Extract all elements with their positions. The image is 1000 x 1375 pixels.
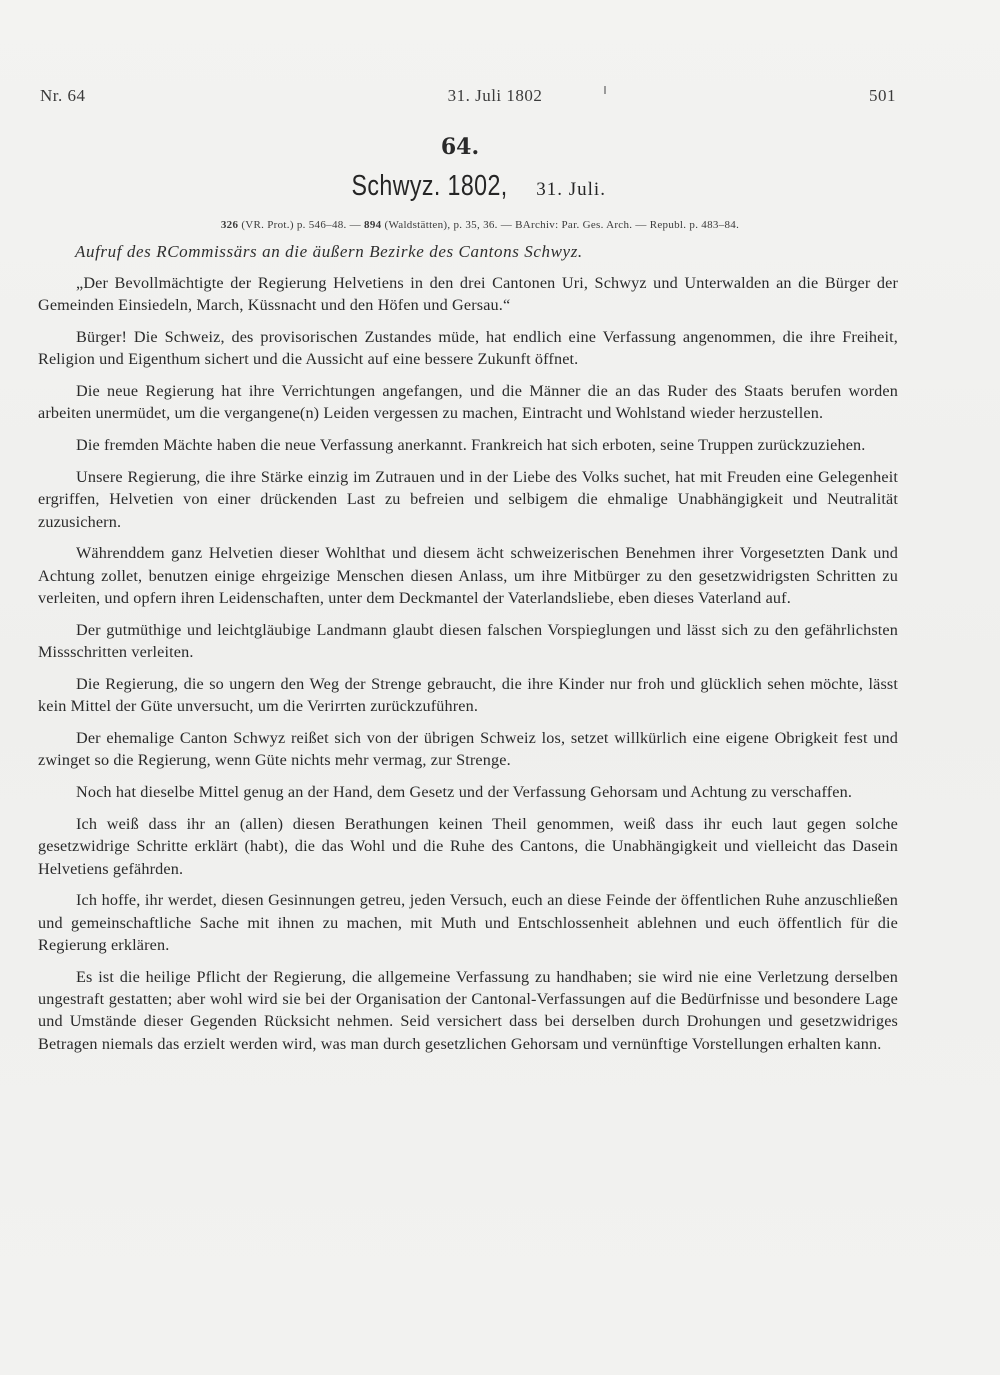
margin-mark [604,86,606,94]
paragraph: Der gutmüthige und leichtgläubige Landmann glaubt diesen falschen Vorspieglungen und lässt sich zu den gefährlichsten Missschritten verleiten. [38,620,898,662]
document-heading: Aufruf des RCommissärs an die äußern Bezirke des Cantons Schwyz. [75,242,583,261]
source-ref1-text: (VR. Prot.) p. 546–48. — [241,219,361,231]
paragraph: Noch hat dieselbe Mittel genug an der Hand, dem Gesetz und der Verfassung Gehorsam und Achtung zu verschaffen. [76,783,853,802]
source-ref1-number: 326 [220,219,239,231]
document-number: 64. [440,134,480,160]
page-number: 501 [869,86,896,105]
paragraph: Der ehemalige Canton Schwyz reißet sich von der übrigen Schweiz los, setzet willkürlich eine eigene Obrigkeit fest und zwinget so die Regierung, wenn Güte nichts mehr vermag, zur Strenge. [38,729,898,770]
source-ref2-number: 894 [364,219,382,231]
paragraph: Währenddem ganz Helvetien dieser Wohlthat und diesem ächt schweizerischen Benehmen ihrer Vorgesetzten Dank und Achtung zollet, benutzen einige ehrgeizige Menschen diesen Anlass, um ihre Mitbürger zu den gesetzwidrigsten Schritten zu verleiten, und opfern ihren Leidenschaften, unter dem Deckmantel der Vaterlandsliebe, eben dieses Vaterland auf. [38,544,898,608]
paragraph: „Der Bevollmächtigte der Regierung Helvetiens in den drei Cantonen Uri, Schwyz und Unterwalden an die Bürger der Gemeinden Einsiedeln, March, Küssnacht und den Höfen und Gersau.“ [38,274,898,315]
paragraph: Unsere Regierung, die ihre Stärke einzig im Zutrauen und in der Liebe des Volks suchet, hat mit Freuden eine Gelegenheit ergriffen, Helvetien von einer drückenden Last zu befreien und selbigem die ehmalige Unabhängigkeit und Neutralität zuzusichern. [38,468,898,531]
paragraph: Die fremden Mächte haben die neue Verfassung anerkannt. Frankreich hat sich erboten, seine Truppen zurückzuziehen. [76,436,866,455]
header-document-number: Nr. 64 [40,86,86,105]
paragraph: Ich weiß dass ihr an (allen) diesen Berathungen keinen Theil genommen, weiß dass ihr euch laut gegen solche gesetzwidrige Schritte erklärt (habt), die das Wohl und die Ruhe des Cantons, die Unabhängigkeit und vielleicht das Dasein Helvetiens gefährden. [38,814,898,878]
header-date: 31. Juli 1802 [447,86,543,105]
running-header [40,86,896,112]
source-references [0,219,960,231]
paragraph: Bürger! Die Schweiz, des provisorischen Zustandes müde, hat endlich eine Verfassung angenommen, die ihre Freiheit, Religion und Eigenthum sichert und die Aussicht auf eine bessere Zukunft öffnet. [38,328,898,369]
paragraph: Es ist die heilige Pflicht der Regierung, die allgemeine Verfassung zu handhaben; sie wird nie eine Verletzung derselben ungestraft gestatten; aber wohl wird sie bei der Organisation der Cantonal-Verfassungen auf die Bedürfnisse und besondere Lage und Umstände dieser Gegenden Rücksicht nehmen. Seid versichert dass bei derselben durch Drohungen und gesetzwidriges Betragen niemals das erzielt werden wird, was man durch gesetzlichen Gehorsam und vernünftige Vorstellungen erhalten kann. [38,967,898,1053]
paragraph: Die neue Regierung hat ihre Verrichtungen angefangen, und die Männer die an das Ruder des Staats berufen worden arbeiten unermüdet, um die vergangene(n) Leiden vergessen zu machen, Eintracht und Wohlstand wieder herzustellen. [38,382,898,423]
document-body [38,272,898,1064]
paragraph: Ich hoffe, ihr werdet, diesen Gesinnungen getreu, jeden Versuch, euch an diese Feinde der öffentlichen Ruhe anzuschließen und gemeinschaftliche Sache mit ihnen zu machen, mit Muth und Entschlossenheit ablehnen und euch öffentlich für die Regierung erklären. [38,891,898,954]
source-ref2-text: (Waldstätten), p. 35, 36. — BArchiv: Par. Ges. Arch. — Republ. p. 483–84. [384,219,740,231]
paragraph: Die Regierung, die so ungern den Weg der Strenge gebraucht, die ihre Kinder nur froh und glücklich sehen möchte, lässt kein Mittel der Güte unversucht, um die Verirrten zurückzuführen. [38,674,898,716]
document-title [0,170,938,203]
title-place-year: Schwyz. 1802, [351,170,508,202]
title-date: 31. Juli. [536,179,606,200]
